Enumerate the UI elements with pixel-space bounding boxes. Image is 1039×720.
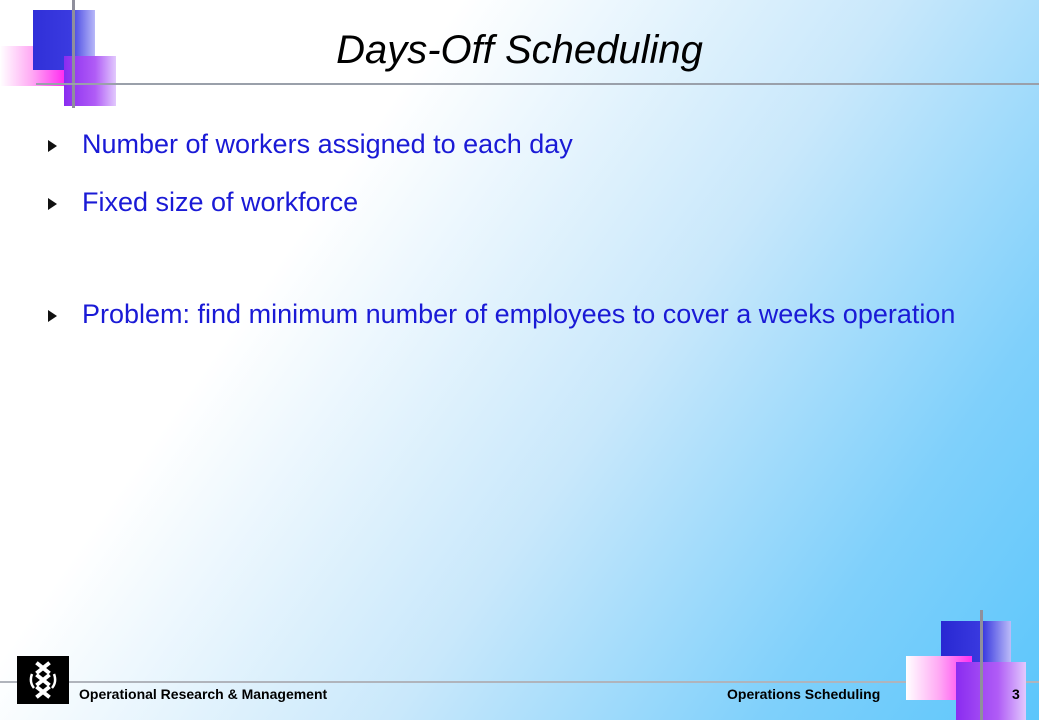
bullet-item bbox=[48, 296, 998, 332]
bullet-text: Problem: find minimum number of employees to cover a weeks operation bbox=[82, 299, 956, 329]
footer-course-title: Operational Research & Management bbox=[79, 686, 328, 702]
decor-horizontal-line bbox=[36, 83, 1039, 85]
bullet-item bbox=[48, 126, 998, 162]
arrow-bullet-icon bbox=[48, 310, 57, 322]
arrow-bullet-icon bbox=[48, 198, 57, 210]
bullet-text: Fixed size of workforce bbox=[82, 187, 359, 217]
arrow-bullet-icon bbox=[48, 140, 57, 152]
footer-section-title: Operations Scheduling bbox=[727, 686, 881, 702]
university-logo-icon bbox=[17, 656, 69, 704]
bullet-list bbox=[48, 126, 998, 332]
slide-title: Days-Off Scheduling bbox=[336, 28, 703, 72]
bullet-item bbox=[48, 184, 998, 220]
decor-footer-line bbox=[0, 681, 1039, 683]
bullet-text: Number of workers assigned to each day bbox=[82, 129, 573, 159]
decor-vertical-line bbox=[980, 610, 983, 720]
page-number: 3 bbox=[1012, 686, 1020, 702]
